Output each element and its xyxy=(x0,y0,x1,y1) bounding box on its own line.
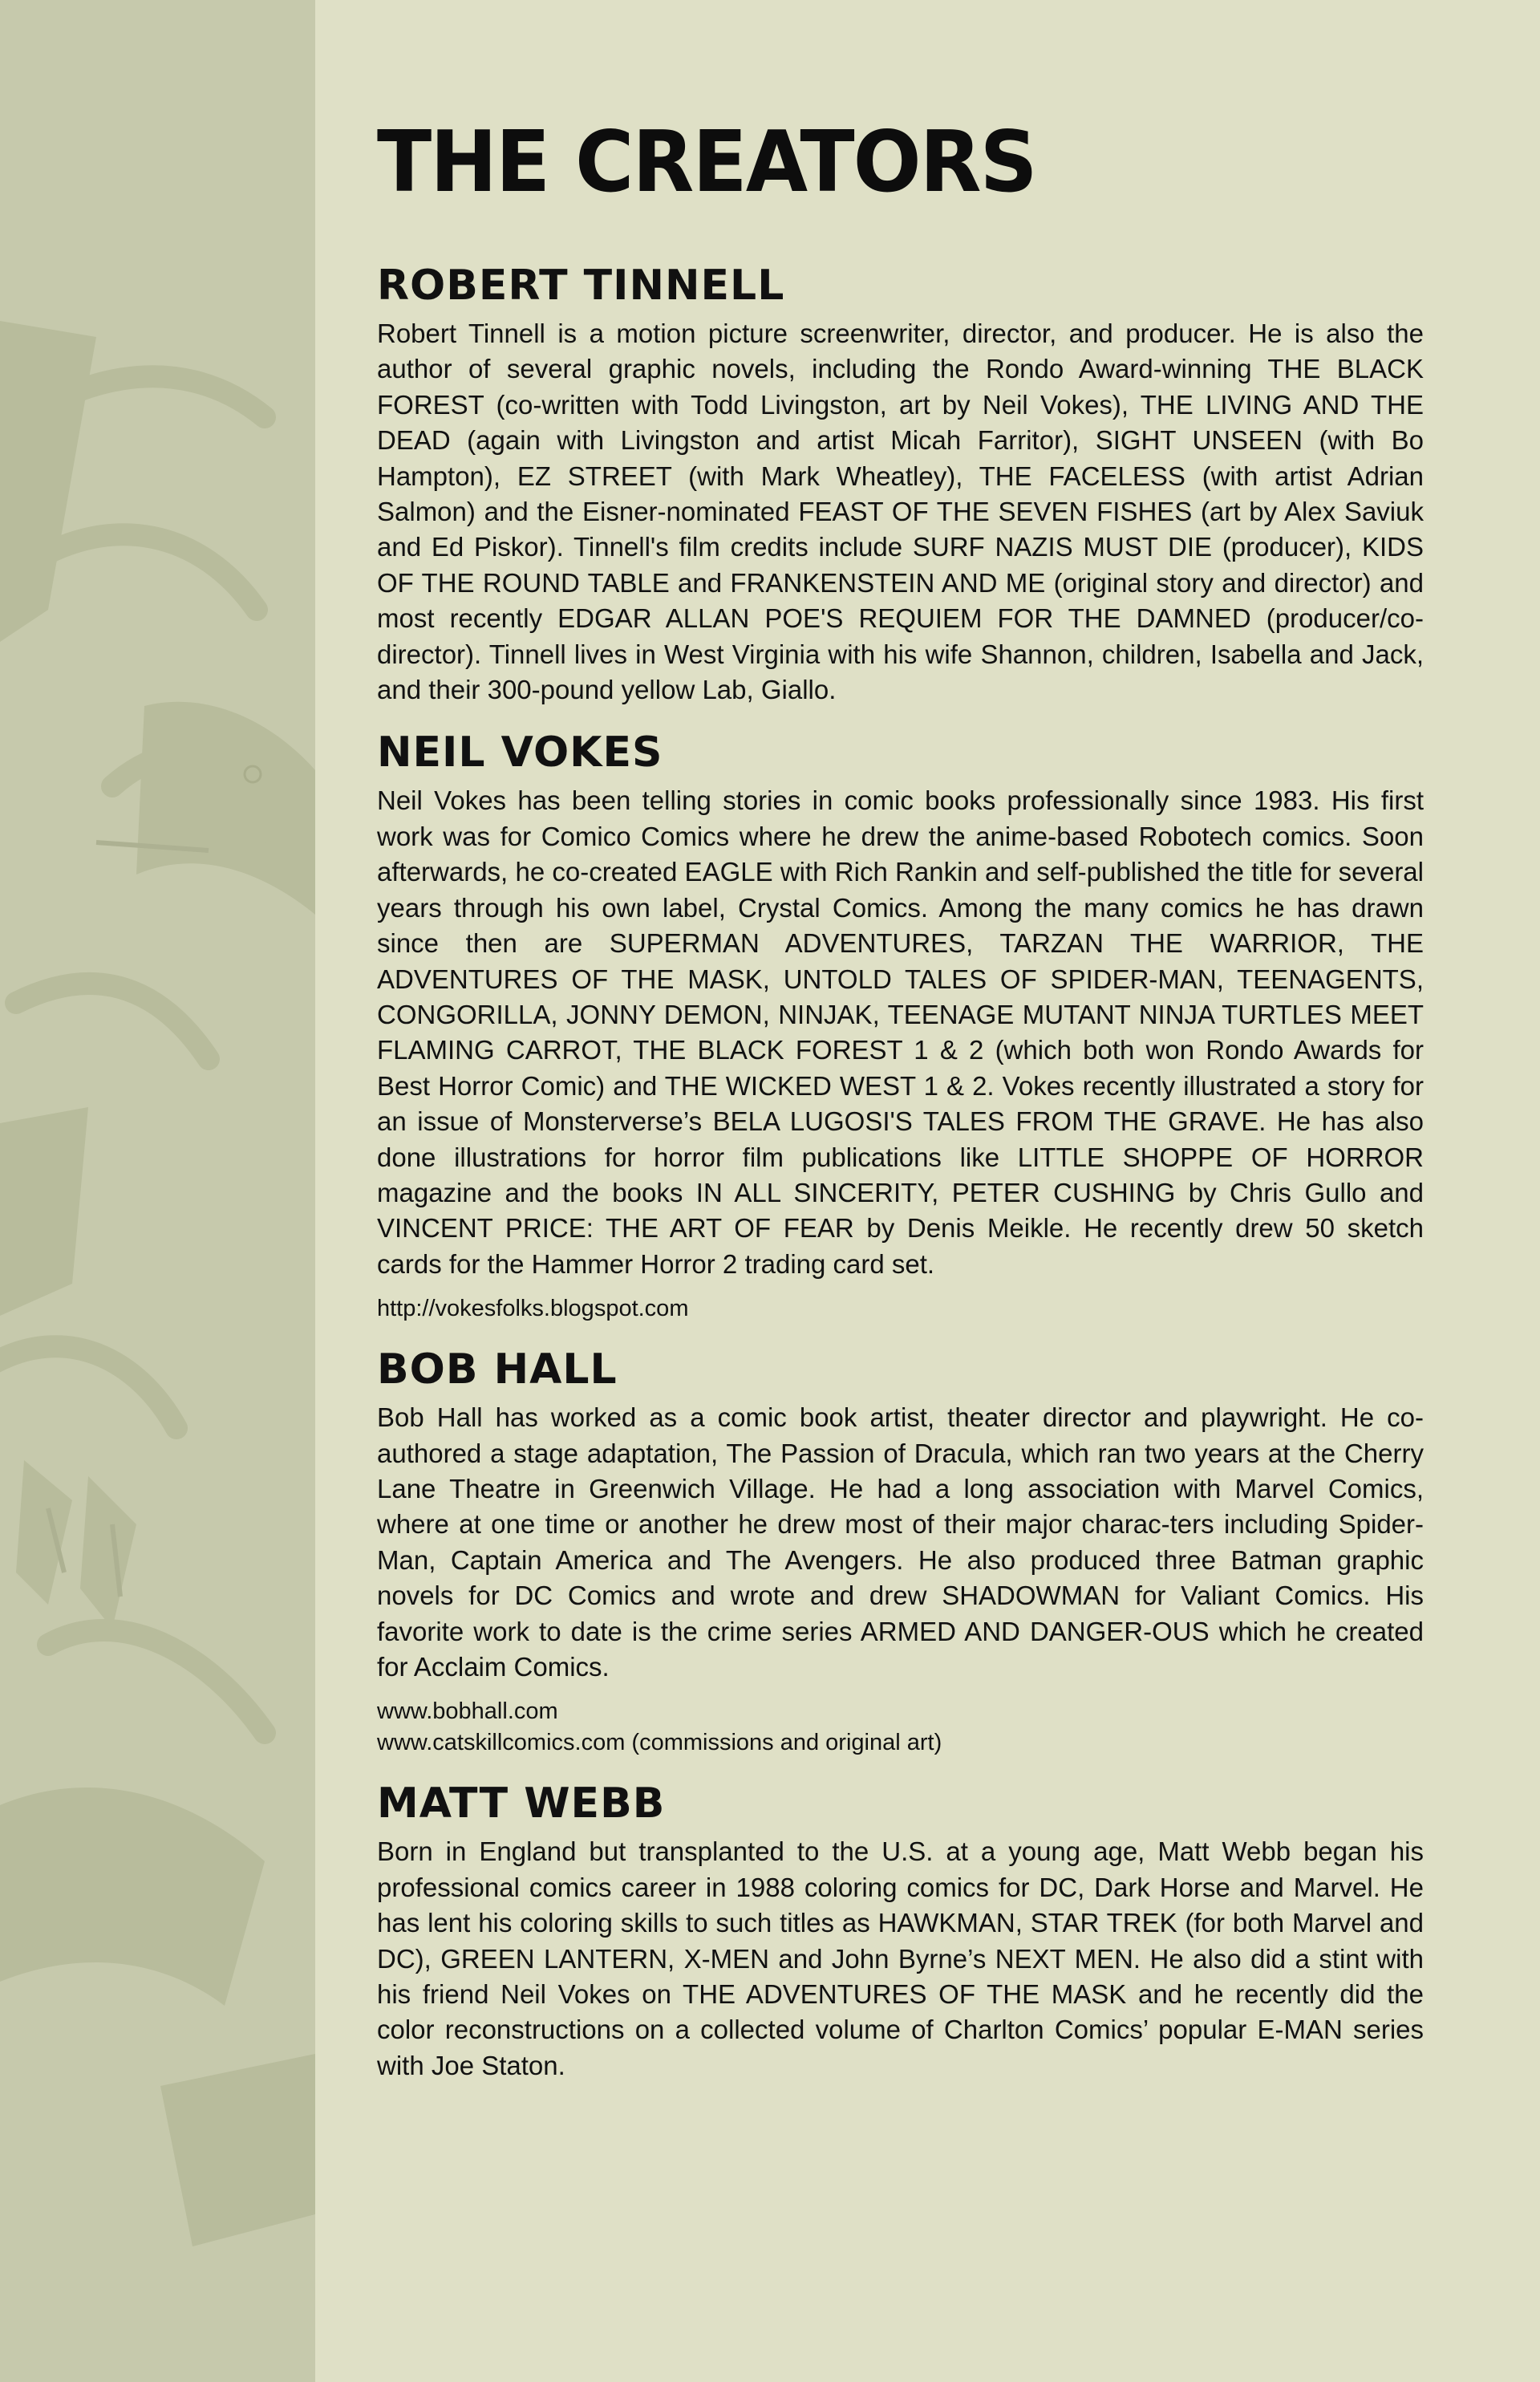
creators-article xyxy=(377,112,1424,2108)
creator-bob-hall xyxy=(377,1345,1424,1759)
monster-face-illustration xyxy=(0,0,315,2382)
side-art-panel xyxy=(0,0,315,2382)
creator-robert-tinnell xyxy=(377,262,1424,708)
creator-bio: Born in England but transplanted to the U.S. at a young age, Matt Webb began his professional comics career in 1988 coloring comics for DC, Dark Horse and Marvel. He has lent his coloring skills to such titles as HAWKMAN, STAR TREK (for both Marvel and DC), GREEN LANTERN, X-MEN and John Byrne’s NEXT MEN. He also did a stint with his friend Neil Vokes on THE ADVENTURES OF THE MASK and he recently did the color reconstructions on a collected volume of Charlton Comics’ popular E-MAN series with Joe Staton. xyxy=(377,1836,1424,2080)
creator-bio: Robert Tinnell is a motion picture screenwriter, director, and producer. He is also the author of several graphic novels, including the Rondo Award-winning THE BLACK FOREST (co-written with Todd Livingston, art by Neil Vokes), THE LIVING AND THE DEAD (again with Livingston and artist Micah Farritor), SIGHT UNSEEN (with Bo Hampton), EZ STREET (with Mark Wheatley), THE FACELESS (with artist Adrian Salmon) and the Eisner-nominated FEAST OF THE SEVEN FISHES (art by Alex Saviuk and Ed Piskor). Tinnell's film credits include SURF NAZIS MUST DIE (producer), KIDS OF THE ROUND TABLE and FRANKENSTEIN AND ME (original story and director) and most recently EDGAR ALLAN POE'S REQUIEM FOR THE DAMNED (producer/co-director). Tinnell lives in West Virginia with his wife Shannon, children, Isabella and Jack, and their 300-pound yellow Lab, Giallo. xyxy=(377,319,1424,705)
creator-bio: Neil Vokes has been telling stories in comic books professionally since 1983. His first work was for Comico Comics where he drew the anime-based Robotech comics. Soon afterwards, he co-created EAGLE with Rich Rankin and self-published the title for several years through his own label, Crystal Comics. Among the many comics he has drawn since then are SUPERMAN ADVENTURES, TARZAN THE WARRIOR, THE ADVENTURES OF THE MASK, UNTOLD TALES OF SPIDER-MAN, TEENAGENTS, CONGORILLA, JONNY DEMON, NINJAK, TEENAGE MUTANT NINJA TURTLES MEET FLAMING CARROT, THE BLACK FOREST 1 & 2 (which both won Rondo Awards for Best Horror Comic) and THE WICKED WEST 1 & 2. Vokes recently illustrated a story for an issue of Monsterverse’s BELA LUGOSI'S TALES FROM THE GRAVE. He has also done illustrations for horror film publications like LITTLE SHOPPE OF HORROR magazine and the books IN ALL SINCERITY, PETER CUSHING by Chris Gullo and VINCENT PRICE: THE ART OF FEAR by Denis Meikle. He recently drew 50 sketch cards for the Hammer Horror 2 trading card set. xyxy=(377,785,1424,1279)
creator-neil-vokes xyxy=(377,728,1424,1325)
creator-name: BOB HALL xyxy=(377,1345,618,1394)
creator-name: NEIL VOKES xyxy=(377,728,663,777)
creator-matt-webb xyxy=(377,1779,1424,2084)
creator-bio: Bob Hall has worked as a comic book artist, theater director and playwright. He co-authored a stage adaptation, The Passion of Dracula, which ran two years at the Cherry Lane Theatre in Greenwich Village. He had a long association with Marvel Comics, where at one time or another he drew most of their major charac-ters including Spider-Man, Captain America and The Avengers. He also produced three Batman graphic novels for DC Comics and wrote and drew SHADOWMAN for Valiant Comics. His favorite work to date is the crime series ARMED AND DANGER-OUS which he created for Acclaim Comics. xyxy=(377,1402,1424,1682)
creator-name: ROBERT TINNELL xyxy=(377,262,785,310)
creator-links xyxy=(377,1293,1424,1325)
website-link[interactable]: www.bobhall.com xyxy=(377,1698,558,1725)
creator-name: MATT WEBB xyxy=(377,1779,666,1828)
website-link[interactable]: http://vokesfolks.blogspot.com xyxy=(377,1296,689,1322)
page-title: THE CREATORS xyxy=(377,112,1036,212)
website-link[interactable]: www.catskillcomics.com (commissions and original art) xyxy=(377,1730,942,1756)
creator-links xyxy=(377,1696,1424,1759)
